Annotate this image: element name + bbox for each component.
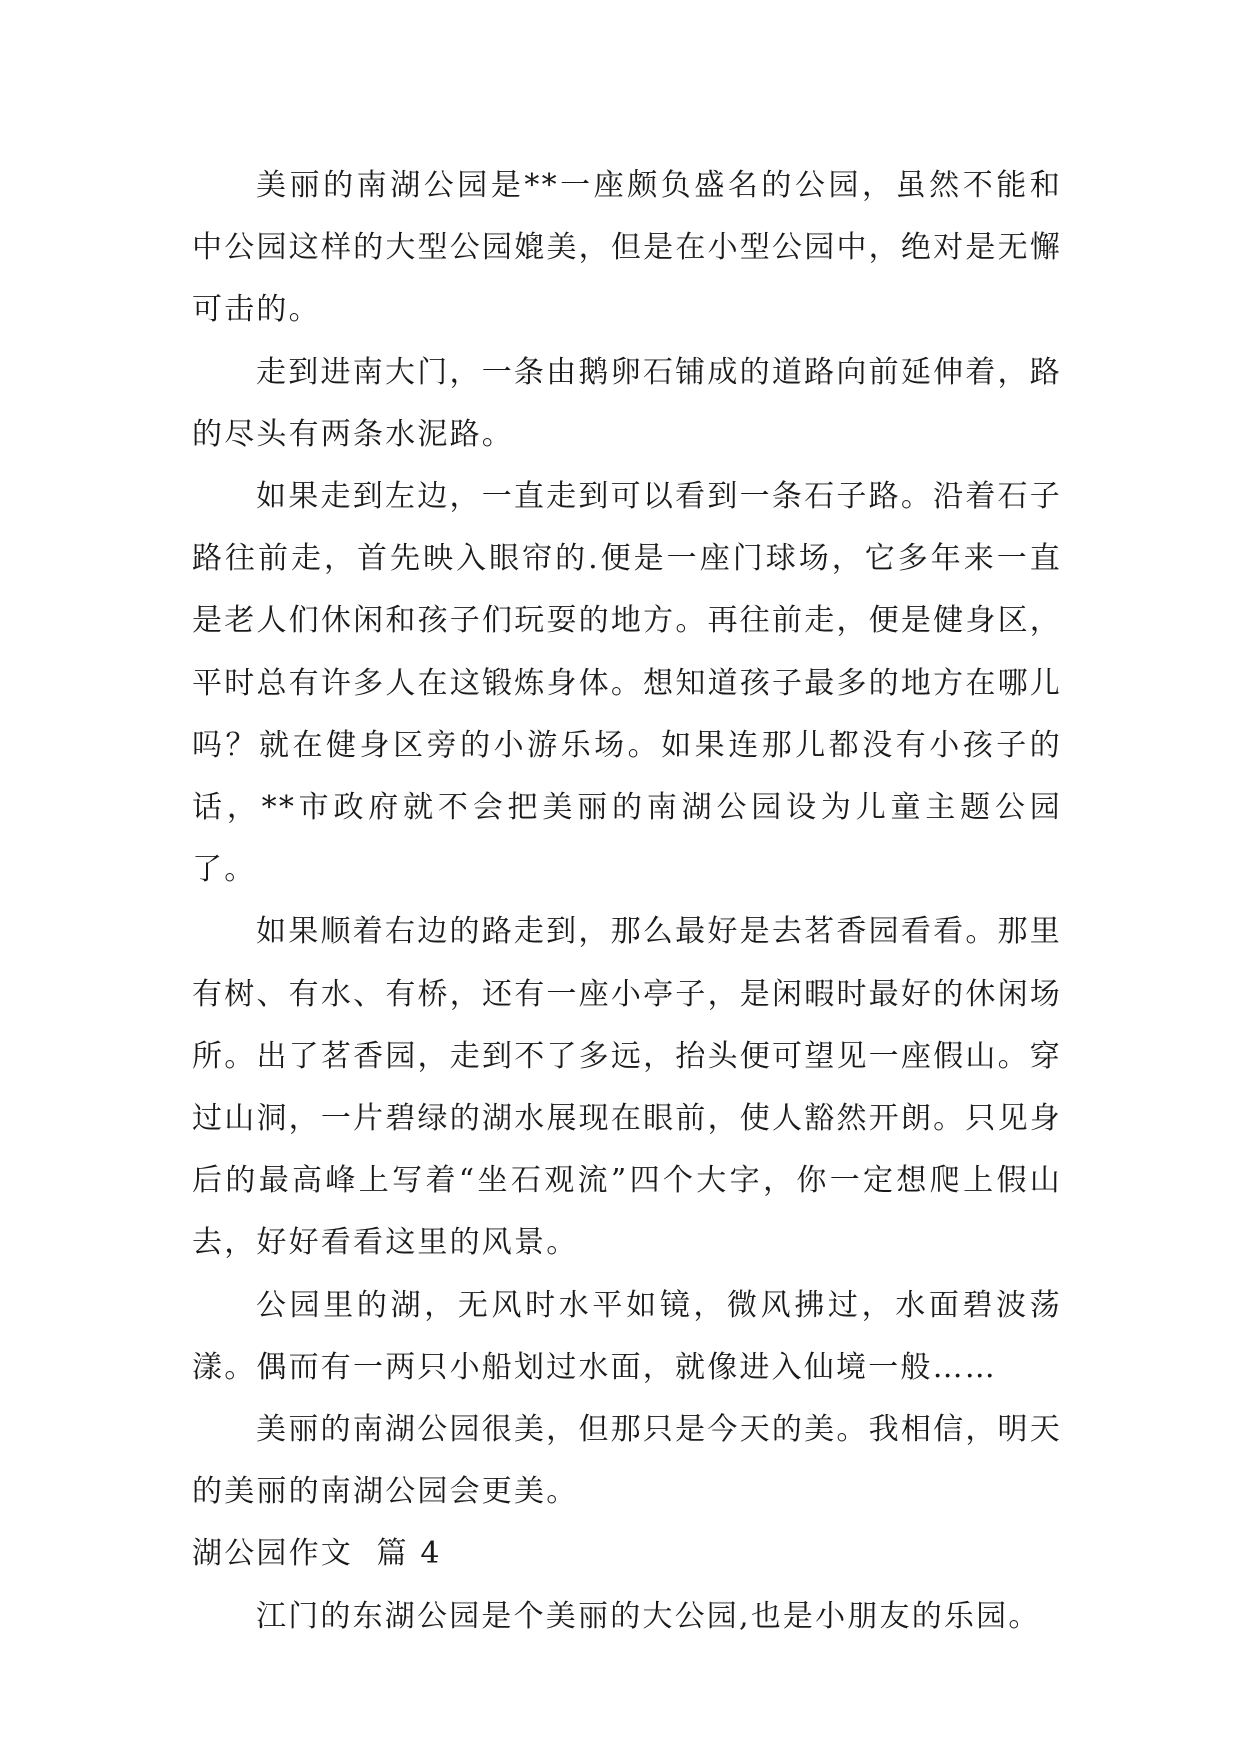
- paragraph-5: 公园里的湖，无风时水平如镜，微风拂过，水面碧波荡漾。偶而有一两只小船划过水面，就像进入仙境一般……: [192, 1287, 1062, 1385]
- section-heading: 湖公园作文 篇 4: [192, 1536, 442, 1572]
- paragraph-7: 江门的东湖公园是个美丽的大公园,也是小朋友的乐园。: [256, 1598, 1041, 1634]
- paragraph-2: 走到进南大门，一条由鹅卵石铺成的道路向前延伸着，路的尽头有两条水泥路。: [192, 354, 1062, 452]
- paragraph-3: 如果走到左边，一直走到可以看到一条石子路。沿着石子路往前走，首先映入眼帘的.便是一座门球场，它多年来一直是老人们休闲和孩子们玩耍的地方。再往前走，便是健身区，平时总有许多人在这锻炼身体。想知道孩子最多的地方在哪儿吗？就在健身区旁的小游乐场。如果连那儿都没有小孩子的话，**市政府就不会把美丽的南湖公园设为儿童主题公园了。: [192, 479, 1062, 888]
- document-body: [192, 155, 1062, 1648]
- paragraph-6: 美丽的南湖公园很美，但那只是今天的美。我相信，明天的美丽的南湖公园会更美。: [192, 1412, 1062, 1510]
- paragraph-4: 如果顺着右边的路走到，那么最好是去茗香园看看。那里有树、有水、有桥，还有一座小亭子，是闲暇时最好的休闲场所。出了茗香园，走到不了多远，抬头便可望见一座假山。穿过山洞，一片碧绿的湖水展现在眼前，使人豁然开朗。只见身后的最高峰上写着“坐石观流”四个大字，你一定想爬上假山去，好好看看这里的风景。: [192, 914, 1062, 1261]
- paragraph-1: 美丽的南湖公园是**一座颇负盛名的公园，虽然不能和中公园这样的大型公园媲美，但是在小型公园中，绝对是无懈可击的。: [192, 168, 1062, 328]
